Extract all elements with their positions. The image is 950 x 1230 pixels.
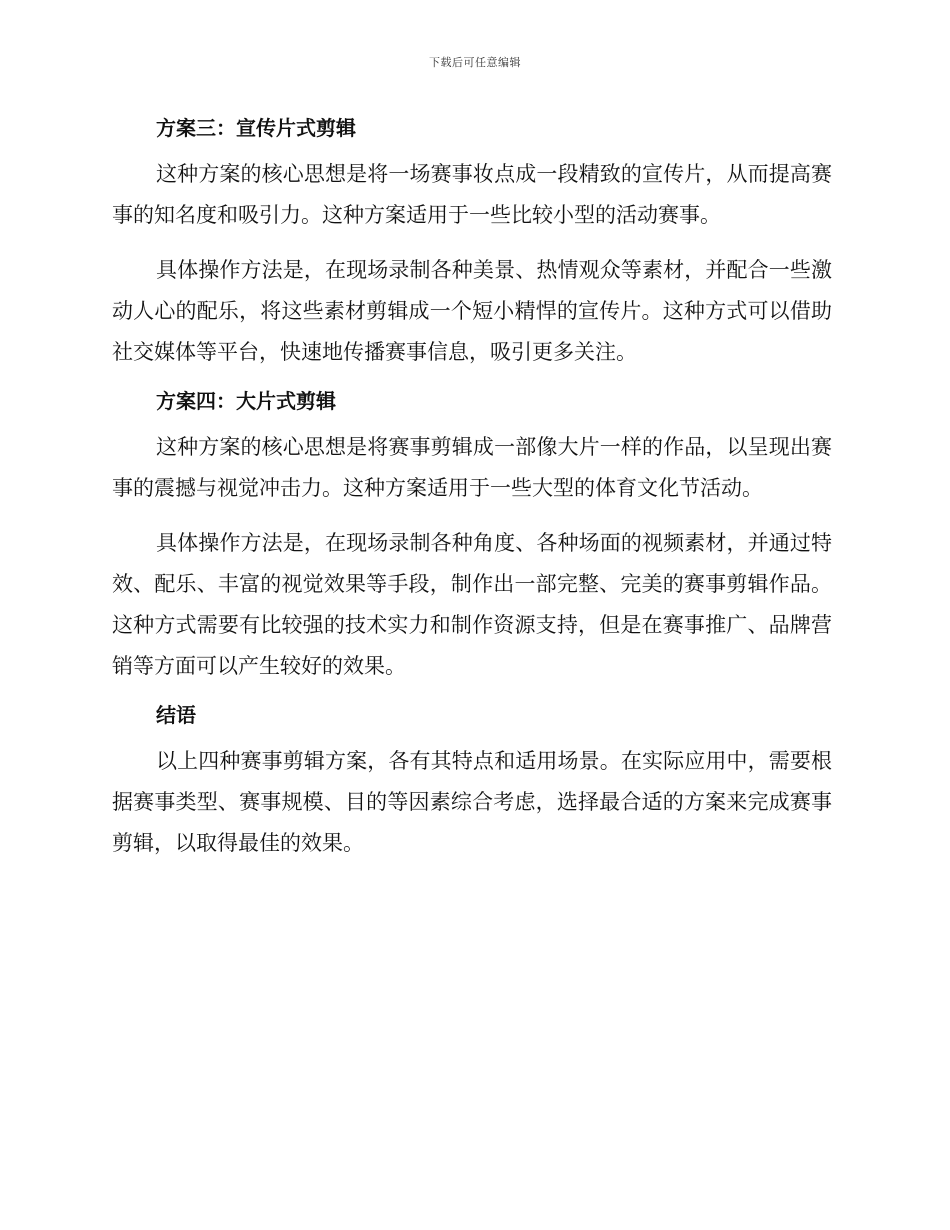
- paragraph: 具体操作方法是，在现场录制各种美景、热情观众等素材，并配合一些激动人心的配乐，将这些素材剪辑成一个短小精悍的宣传片。这种方式可以借助社交媒体等平台，快速地传播赛事信息，吸引更多关注。: [112, 258, 832, 364]
- paragraph: 具体操作方法是，在现场录制各种角度、各种场面的视频素材，并通过特效、配乐、丰富的视觉效果等手段，制作出一部完整、完美的赛事剪辑作品。这种方式需要有比较强的技术实力和制作资源支持，但是在赛事推广、品牌营销等方面可以产生较好的效果。: [112, 531, 832, 678]
- paragraph: 这种方案的核心思想是将赛事剪辑成一部像大片一样的作品，以呈现出赛事的震撼与视觉冲击力。这种方案适用于一些大型的体育文化节活动。: [112, 435, 832, 500]
- paragraph: 这种方案的核心思想是将一场赛事妆点成一段精致的宣传片，从而提高赛事的知名度和吸引力。这种方案适用于一些比较小型的活动赛事。: [112, 162, 832, 227]
- section-heading-conclusion: 结语: [156, 703, 196, 727]
- header-note: 下载后可任意编辑: [429, 56, 521, 69]
- paragraph: 以上四种赛事剪辑方案，各有其特点和适用场景。在实际应用中，需要根据赛事类型、赛事规模、目的等因素综合考虑，选择最合适的方案来完成赛事剪辑，以取得最佳的效果。: [112, 749, 832, 855]
- section-heading-plan3: 方案三：宣传片式剪辑: [156, 116, 356, 140]
- document-body: [112, 114, 832, 864]
- section-heading-plan4: 方案四：大片式剪辑: [156, 389, 336, 413]
